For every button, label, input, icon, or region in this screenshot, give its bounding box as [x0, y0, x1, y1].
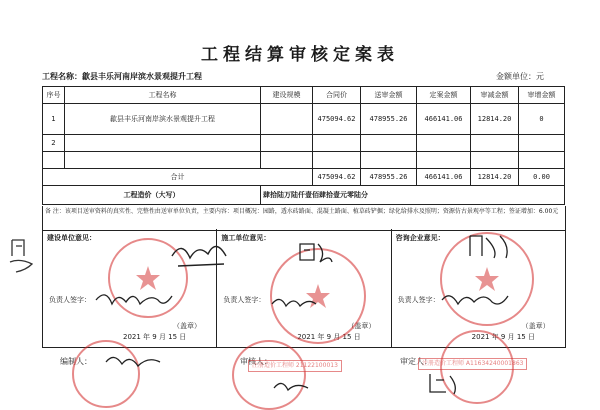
- cell-contract: [313, 135, 361, 152]
- total-final: 466141.06: [417, 169, 471, 186]
- project-name-line: [42, 71, 202, 82]
- total-label: 合计: [43, 169, 313, 186]
- header-scale: 建设规模: [261, 87, 313, 104]
- cell-no: [43, 152, 65, 169]
- cell-increased: [519, 135, 565, 152]
- table-row: [43, 152, 565, 169]
- total-contract: 475094.62: [313, 169, 361, 186]
- cell-scale: [261, 152, 313, 169]
- reviewed-by-label: 审核人：: [240, 357, 272, 366]
- consult-stamp-label: （盖章）: [521, 322, 550, 330]
- settlement-table: [42, 86, 565, 205]
- consult-handwriting: [466, 232, 516, 262]
- cost-value: 肆拾陆万陆仟壹佰肆拾壹元零陆分: [261, 186, 565, 205]
- cell-name: [65, 152, 261, 169]
- cell-final: 466141.06: [417, 104, 471, 135]
- build-handwriting: [168, 236, 238, 276]
- cell-final: [417, 152, 471, 169]
- cell-scale: [261, 104, 313, 135]
- total-increased: 0.00: [519, 169, 565, 186]
- cell-contract: 475094.62: [313, 104, 361, 135]
- total-submitted: 478955.26: [361, 169, 417, 186]
- cost-label: 工程造价（大写）: [43, 186, 261, 205]
- total-row: [43, 169, 565, 186]
- construct-date: 2021 年 9 月 15 日: [297, 333, 361, 341]
- approved-by-label: 审定人：: [400, 357, 432, 366]
- reviewed-signature: [272, 376, 312, 398]
- table-row: [43, 135, 565, 152]
- consult-date: 2021 年 9 月 15 日: [471, 333, 535, 341]
- header-name: 工程名称: [65, 87, 261, 104]
- remarks-text: 备 注：该项目送审资料的真实性、完整性由送审单位负责，主要内容：项目概况：园路，透水砖路面、混凝土路面、植草砖铲掘；绿化给排水及照明；资源仿古景观亭等工程；签证增加：6.00元: [45, 208, 559, 215]
- cell-name: 歙县丰乐河南岸滨水景观提升工程: [65, 104, 261, 135]
- consult-signature: [440, 288, 510, 310]
- table-header-row: [43, 87, 565, 104]
- cell-reduced: [471, 152, 519, 169]
- build-stamp-label: （盖章）: [173, 322, 201, 330]
- build-opinion-label: 建设单位意见：: [47, 234, 96, 242]
- header-submitted: 送审金额: [361, 87, 417, 104]
- project-label: 工程名称：: [42, 72, 82, 81]
- consult-signer-label: 负责人签字：: [397, 296, 440, 304]
- cell-submitted: [361, 135, 417, 152]
- approved-signature: [426, 370, 466, 398]
- registration-stamp-text: 注册造价工程师 21122100013: [252, 362, 338, 369]
- cell-increased: [519, 152, 565, 169]
- construct-stamp-label: （盖章）: [347, 322, 376, 330]
- header-no: 序号: [43, 87, 65, 104]
- page-title: 工程结算审核定案表: [201, 45, 399, 65]
- total-reduced: 12814.20: [471, 169, 519, 186]
- construct-handwriting: [296, 240, 336, 266]
- build-date: 2021 年 9 月 15 日: [123, 333, 187, 341]
- construct-signature: [270, 292, 320, 312]
- amount-unit: 金额单位：元: [496, 72, 544, 81]
- registration-stamp-text: 注册造价工程师 A11634240001863: [422, 360, 524, 367]
- header-final: 定案金额: [417, 87, 471, 104]
- prepared-by-label: 编制人：: [60, 357, 92, 366]
- registration-stamp: [248, 360, 342, 372]
- cell-no: 2: [43, 135, 65, 152]
- cell-name: [65, 135, 261, 152]
- registration-stamp: [418, 358, 527, 370]
- construct-signer-label: 负责人签字：: [223, 296, 266, 304]
- remarks: [42, 206, 566, 231]
- table-row: [43, 104, 565, 135]
- cell-contract: [313, 152, 361, 169]
- cell-scale: [261, 135, 313, 152]
- cell-reduced: 12814.20: [471, 104, 519, 135]
- footer-seal: [232, 340, 306, 410]
- side-note-handwriting: [6, 236, 42, 276]
- header-reduced: 审减金额: [471, 87, 519, 104]
- cell-submitted: 478955.26: [361, 104, 417, 135]
- consult-opinion-label: 咨询企业意见：: [395, 234, 445, 242]
- cell-no: 1: [43, 104, 65, 135]
- cost-row: [43, 186, 565, 205]
- project-name: 歙县丰乐河南岸滨水景观提升工程: [82, 72, 202, 81]
- cell-increased: 0: [519, 104, 565, 135]
- construct-opinion-label: 施工单位意见：: [221, 234, 271, 242]
- build-signature: [94, 286, 174, 312]
- cell-reduced: [471, 135, 519, 152]
- cell-final: [417, 135, 471, 152]
- build-signer-label: 负责人签字：: [49, 296, 91, 304]
- cell-submitted: [361, 152, 417, 169]
- header-increased: 审增金额: [519, 87, 565, 104]
- prepared-signature: [104, 350, 164, 372]
- header-contract: 合同价: [313, 87, 361, 104]
